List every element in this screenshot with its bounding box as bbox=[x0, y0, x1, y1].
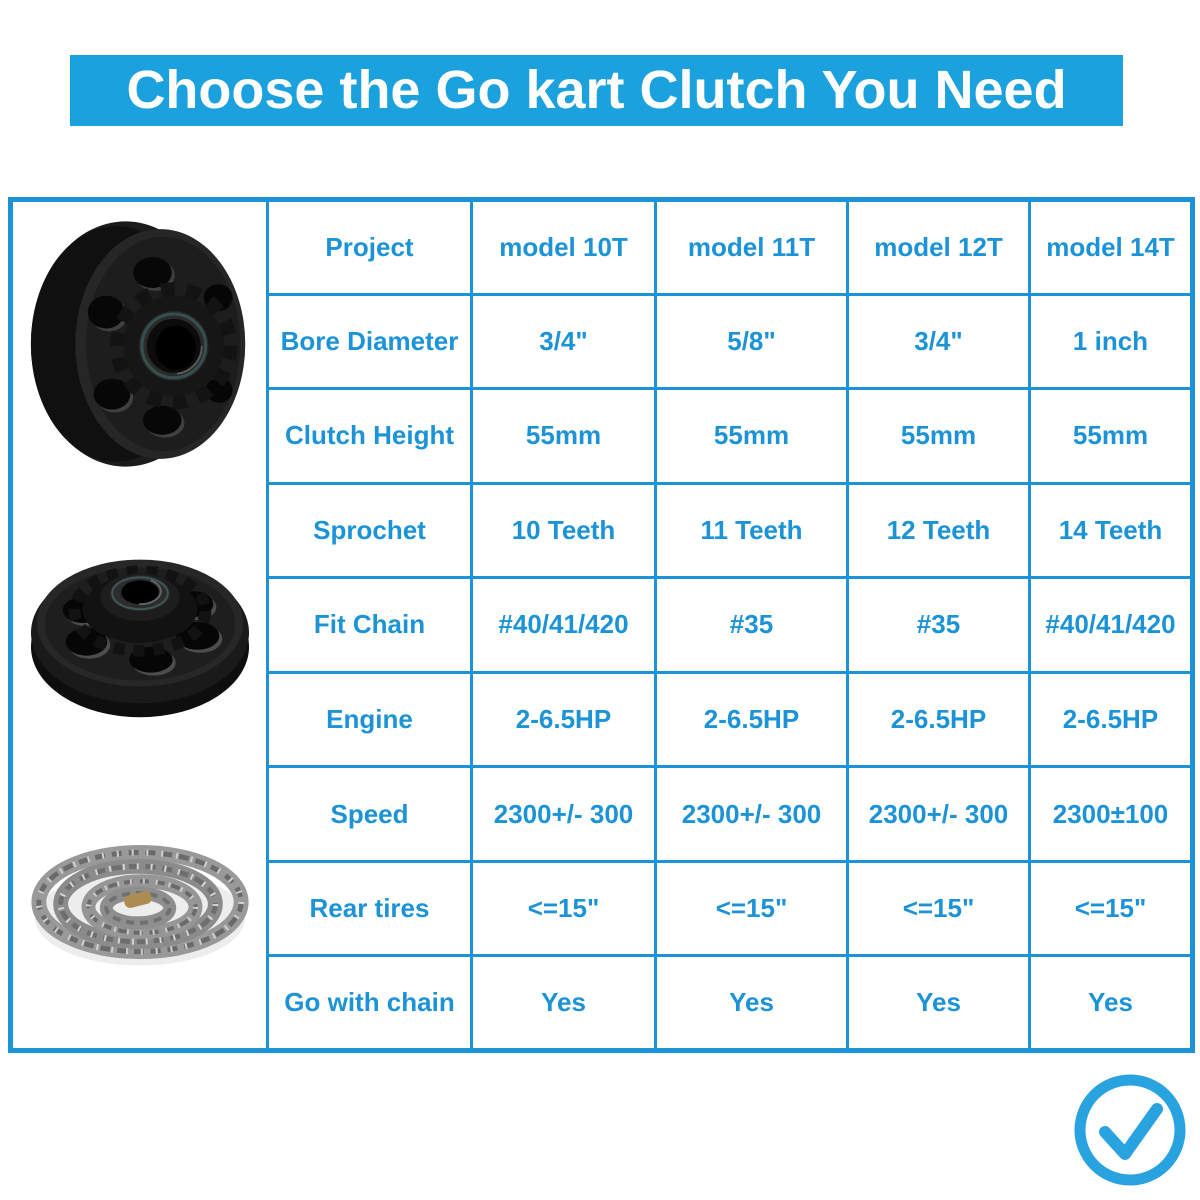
row-label: Bore Diameter bbox=[268, 294, 472, 389]
cell-value: 55mm bbox=[1030, 389, 1193, 484]
comparison-table bbox=[8, 197, 1195, 1053]
table-row-header bbox=[11, 200, 1193, 295]
column-header-project: Project bbox=[268, 200, 472, 295]
cell-value: <=15" bbox=[472, 861, 656, 956]
page-title: Choose the Go kart Clutch You Need bbox=[70, 55, 1123, 126]
row-label: Go with chain bbox=[268, 956, 472, 1051]
cell-value: #35 bbox=[848, 578, 1030, 673]
row-label: Clutch Height bbox=[268, 389, 472, 484]
cell-value: 2300+/- 300 bbox=[472, 767, 656, 862]
cell-value: Yes bbox=[1030, 956, 1193, 1051]
cell-value: #40/41/420 bbox=[472, 578, 656, 673]
cell-value: 11 Teeth bbox=[656, 483, 848, 578]
cell-value: <=15" bbox=[1030, 861, 1193, 956]
cell-value: 1 inch bbox=[1030, 294, 1193, 389]
chain-photo bbox=[15, 766, 264, 1048]
cell-value: 3/4" bbox=[472, 294, 656, 389]
cell-value: 2-6.5HP bbox=[1030, 672, 1193, 767]
row-label: Sprochet bbox=[268, 483, 472, 578]
row-label: Engine bbox=[268, 672, 472, 767]
cell-value: 2-6.5HP bbox=[472, 672, 656, 767]
cell-value: 2-6.5HP bbox=[848, 672, 1030, 767]
row-label: Fit Chain bbox=[268, 578, 472, 673]
cell-value: 2300±100 bbox=[1030, 767, 1193, 862]
cell-value: Yes bbox=[472, 956, 656, 1051]
row-label: Speed bbox=[268, 767, 472, 862]
cell-value: 2-6.5HP bbox=[656, 672, 848, 767]
cell-value: <=15" bbox=[848, 861, 1030, 956]
cell-value: 3/4" bbox=[848, 294, 1030, 389]
cell-value: 10 Teeth bbox=[472, 483, 656, 578]
cell-value: 55mm bbox=[848, 389, 1030, 484]
cell-value: Yes bbox=[656, 956, 848, 1051]
cell-value: 14 Teeth bbox=[1030, 483, 1193, 578]
cell-value: 12 Teeth bbox=[848, 483, 1030, 578]
cell-value: #40/41/420 bbox=[1030, 578, 1193, 673]
clutch-side-photo bbox=[15, 202, 264, 484]
check-circle-icon bbox=[1072, 1072, 1188, 1188]
cell-value: 2300+/- 300 bbox=[656, 767, 848, 862]
cell-value: 5/8" bbox=[656, 294, 848, 389]
column-header-model-14t: model 14T bbox=[1030, 200, 1193, 295]
clutch-face-photo bbox=[15, 484, 264, 766]
product-photos-cell bbox=[11, 200, 268, 1051]
cell-value: 55mm bbox=[472, 389, 656, 484]
column-header-model-12t: model 12T bbox=[848, 200, 1030, 295]
row-label: Rear tires bbox=[268, 861, 472, 956]
column-header-model-10t: model 10T bbox=[472, 200, 656, 295]
cell-value: <=15" bbox=[656, 861, 848, 956]
cell-value: 2300+/- 300 bbox=[848, 767, 1030, 862]
cell-value: Yes bbox=[848, 956, 1030, 1051]
cell-value: 55mm bbox=[656, 389, 848, 484]
cell-value: #35 bbox=[656, 578, 848, 673]
column-header-model-11t: model 11T bbox=[656, 200, 848, 295]
